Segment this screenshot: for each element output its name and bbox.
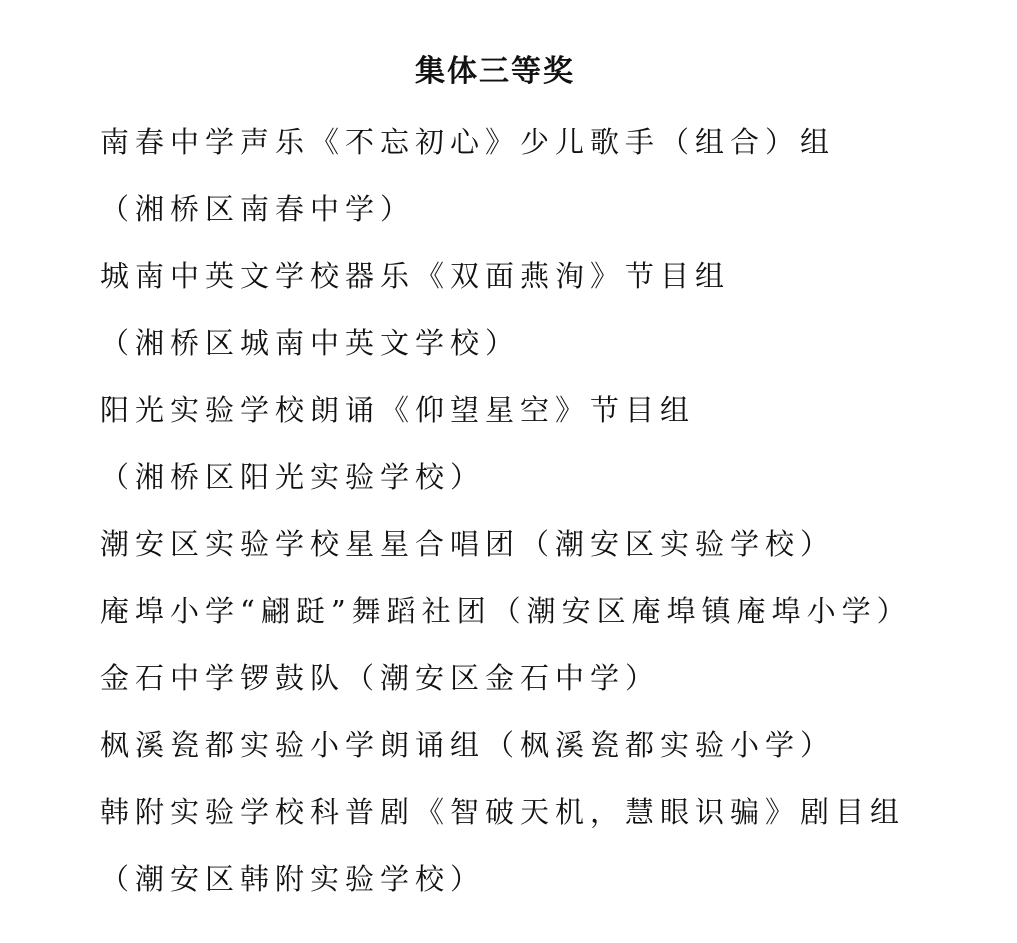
award-line: 枫溪瓷都实验小学朗诵组（枫溪瓷都实验小学） <box>100 728 836 762</box>
award-line: （湘桥区南春中学） <box>100 192 416 226</box>
award-line: 阳光实验学校朗诵《仰望星空》节目组 <box>100 393 696 427</box>
award-line: 城南中英文学校器乐《双面燕洵》节目组 <box>100 259 731 293</box>
award-line: 潮安区实验学校星星合唱团（潮安区实验学校） <box>100 527 836 561</box>
award-line: 庵埠小学“翩跹”舞蹈社团（潮安区庵埠镇庵埠小学） <box>100 594 912 628</box>
award-line: （湘桥区城南中英文学校） <box>100 326 521 360</box>
award-line: 南春中学声乐《不忘初心》少儿歌手（组合）组 <box>100 125 836 159</box>
award-line: 韩附实验学校科普剧《智破天机，慧眼识骗》剧目组 <box>100 795 906 829</box>
award-list <box>100 117 1000 921</box>
award-line: （湘桥区阳光实验学校） <box>100 460 486 494</box>
award-line: （潮安区韩附实验学校） <box>100 862 486 896</box>
award-line: 金石中学锣鼓队（潮安区金石中学） <box>100 661 661 695</box>
award-title: 集体三等奖 <box>415 54 575 89</box>
